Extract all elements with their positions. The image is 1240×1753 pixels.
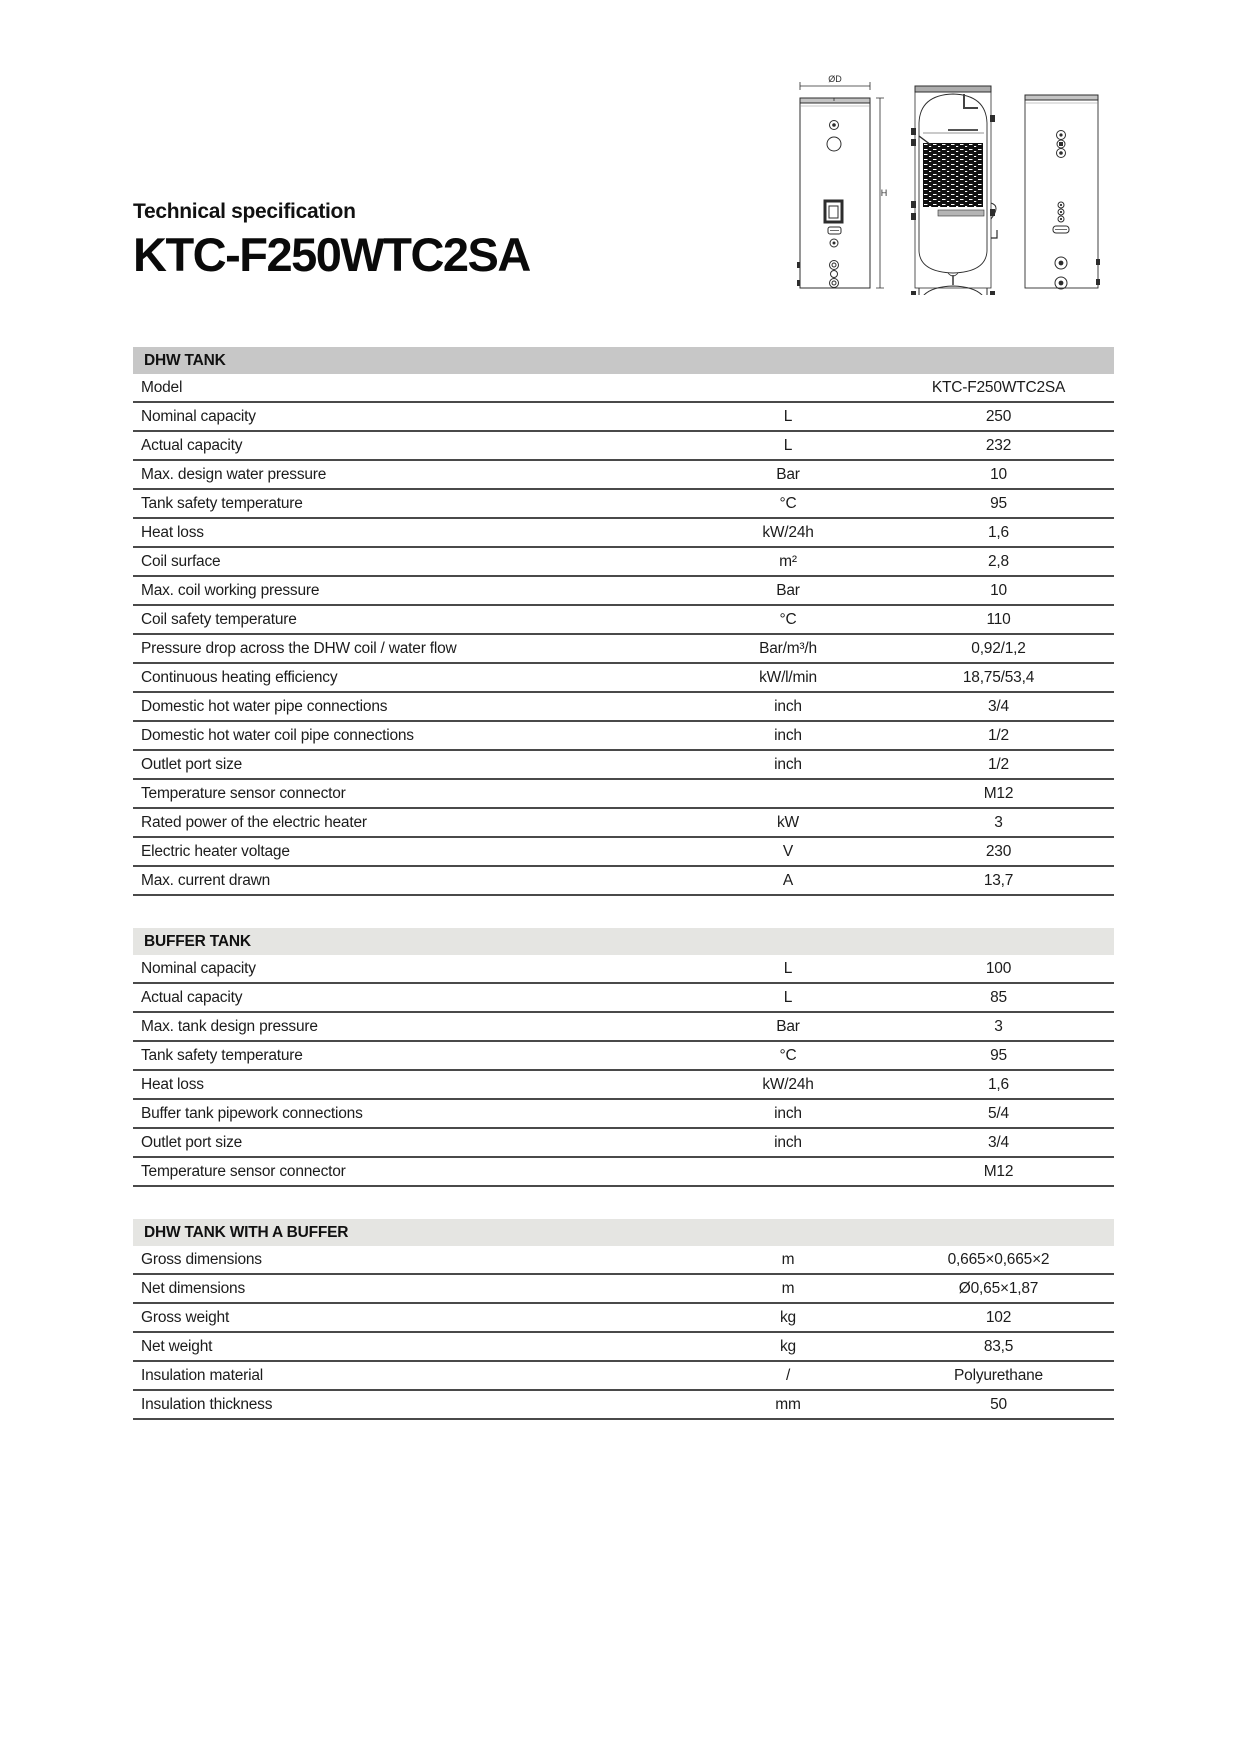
row-parameter-label: Actual capacity (141, 988, 243, 1006)
row-parameter-label: Net dimensions (141, 1279, 246, 1297)
spec-tables (133, 347, 1114, 1452)
row-value: 5/4 (988, 1104, 1009, 1122)
table-row (133, 577, 1114, 606)
row-unit: kg (780, 1337, 796, 1355)
row-unit: inch (774, 726, 802, 744)
row-value: 0,665×0,665×2 (947, 1250, 1050, 1268)
table-row (133, 984, 1114, 1013)
row-parameter-label: Temperature sensor connector (141, 784, 346, 802)
row-unit: kW/24h (762, 1075, 814, 1093)
row-parameter-label: Tank safety temperature (141, 494, 303, 512)
row-value: 0,92/1,2 (971, 639, 1026, 657)
row-unit: L (783, 988, 793, 1006)
table-row (133, 519, 1114, 548)
row-parameter-label: Max. current drawn (141, 871, 271, 889)
table-row (133, 1071, 1114, 1100)
row-value: 102 (985, 1308, 1012, 1326)
row-parameter-label: Rated power of the electric heater (141, 813, 367, 831)
row-value: 2,8 (988, 552, 1009, 570)
tank-front-view-drawing (797, 74, 887, 288)
row-value: 83,5 (983, 1337, 1014, 1355)
row-value: 10 (990, 581, 1007, 599)
dim-diameter-label: ØD (828, 74, 842, 84)
dim-height-label: H (880, 188, 888, 198)
row-unit: °C (779, 1046, 797, 1064)
row-unit: inch (774, 755, 802, 773)
table-row (133, 635, 1114, 664)
row-unit: Bar/m³/h (759, 639, 817, 657)
table-row (133, 1246, 1114, 1275)
section-header: DHW TANK WITH A BUFFER (133, 1219, 1114, 1246)
row-value: 95 (990, 494, 1007, 512)
row-value: 232 (985, 436, 1012, 454)
row-value: 110 (986, 610, 1011, 628)
spec-table-section (133, 1219, 1114, 1420)
row-value: 10 (990, 465, 1007, 483)
tank-section-view-drawing (911, 86, 997, 295)
row-parameter-label: Coil safety temperature (141, 610, 297, 628)
row-unit: Bar (776, 1017, 800, 1035)
table-row (133, 1333, 1114, 1362)
row-unit: °C (779, 494, 797, 512)
table-row (133, 955, 1114, 984)
row-parameter-label: Gross dimensions (141, 1250, 262, 1268)
row-unit: kW (777, 813, 799, 831)
table-row (133, 722, 1114, 751)
row-unit: kW/24h (762, 523, 814, 541)
row-parameter-label: Outlet port size (141, 755, 243, 773)
table-row (133, 548, 1114, 577)
row-value: 50 (990, 1395, 1007, 1413)
table-row (133, 374, 1114, 403)
row-value: KTC-F250WTC2SA (931, 378, 1066, 396)
table-row (133, 1362, 1114, 1391)
row-value: 3 (994, 1017, 1003, 1035)
table-row (133, 490, 1114, 519)
table-row (133, 1391, 1114, 1420)
row-value: 1,6 (988, 523, 1009, 541)
row-parameter-label: Coil surface (141, 552, 221, 570)
row-unit: V (782, 842, 794, 860)
row-parameter-label: Heat loss (141, 523, 204, 541)
row-parameter-label: Actual capacity (141, 436, 243, 454)
row-parameter-label: Electric heater voltage (141, 842, 290, 860)
row-value: M12 (983, 1162, 1014, 1180)
table-row (133, 432, 1114, 461)
row-unit: m (781, 1250, 795, 1268)
page-title: KTC-F250WTC2SA (133, 228, 530, 281)
row-parameter-label: Net weight (141, 1337, 213, 1355)
row-parameter-label: Max. coil working pressure (141, 581, 320, 599)
row-unit: °C (779, 610, 797, 628)
row-unit: inch (774, 1104, 802, 1122)
table-row (133, 461, 1114, 490)
row-parameter-label: Tank safety temperature (141, 1046, 303, 1064)
table-row (133, 1100, 1114, 1129)
table-row (133, 1013, 1114, 1042)
row-parameter-label: Insulation material (141, 1366, 263, 1384)
row-unit: / (785, 1366, 791, 1384)
row-value: 1/2 (988, 755, 1009, 773)
row-unit: mm (775, 1395, 801, 1413)
row-unit: L (783, 959, 793, 977)
row-parameter-label: Outlet port size (141, 1133, 243, 1151)
row-parameter-label: Temperature sensor connector (141, 1162, 346, 1180)
row-parameter-label: Model (141, 378, 183, 396)
row-value: 13,7 (983, 871, 1014, 889)
table-row (133, 809, 1114, 838)
row-value: 3/4 (988, 1133, 1009, 1151)
row-unit: Bar (776, 581, 800, 599)
row-parameter-label: Pressure drop across the DHW coil / water flow (141, 639, 457, 657)
page-subtitle: Technical specification (133, 200, 356, 223)
row-unit: A (782, 871, 794, 889)
tank-rear-view-drawing (1025, 95, 1100, 289)
row-parameter-label: Buffer tank pipework connections (141, 1104, 363, 1122)
spec-table-section (133, 347, 1114, 896)
row-unit: Bar (776, 465, 800, 483)
row-parameter-label: Heat loss (141, 1075, 204, 1093)
tank-technical-drawings (788, 73, 1118, 295)
row-value: Ø0,65×1,87 (958, 1279, 1039, 1297)
row-parameter-label: Domestic hot water coil pipe connections (141, 726, 414, 744)
table-row (133, 838, 1114, 867)
spec-table-section (133, 928, 1114, 1187)
table-row (133, 664, 1114, 693)
row-value: 1,6 (988, 1075, 1009, 1093)
row-unit: m² (779, 552, 797, 570)
row-value: 85 (990, 988, 1007, 1006)
row-unit: kg (780, 1308, 796, 1326)
row-parameter-label: Max. design water pressure (141, 465, 327, 483)
row-value: 95 (990, 1046, 1007, 1064)
row-value: Polyurethane (954, 1366, 1043, 1384)
row-parameter-label: Nominal capacity (141, 407, 256, 425)
row-unit: L (783, 436, 793, 454)
section-header: DHW TANK (133, 347, 1114, 374)
table-row (133, 1042, 1114, 1071)
row-parameter-label: Max. tank design pressure (141, 1017, 318, 1035)
table-row (133, 867, 1114, 896)
table-row (133, 1304, 1114, 1333)
table-row (133, 1129, 1114, 1158)
row-value: 230 (985, 842, 1012, 860)
row-unit: inch (774, 1133, 802, 1151)
row-unit: kW/l/min (759, 668, 817, 686)
row-value: 250 (985, 407, 1012, 425)
row-parameter-label: Insulation thickness (141, 1395, 273, 1413)
row-parameter-label: Continuous heating efficiency (141, 668, 338, 686)
table-row (133, 403, 1114, 432)
table-row (133, 693, 1114, 722)
row-value: M12 (983, 784, 1014, 802)
table-row (133, 606, 1114, 635)
row-value: 100 (985, 959, 1012, 977)
row-parameter-label: Gross weight (141, 1308, 230, 1326)
row-parameter-label: Domestic hot water pipe connections (141, 697, 388, 715)
row-value: 3 (994, 813, 1003, 831)
row-value: 1/2 (988, 726, 1009, 744)
section-header: BUFFER TANK (133, 928, 1114, 955)
row-unit: inch (774, 697, 802, 715)
table-row (133, 1275, 1114, 1304)
row-value: 3/4 (988, 697, 1009, 715)
row-value: 18,75/53,4 (962, 668, 1035, 686)
table-row (133, 751, 1114, 780)
row-unit: L (783, 407, 793, 425)
table-row (133, 780, 1114, 809)
row-parameter-label: Nominal capacity (141, 959, 256, 977)
row-unit: m (781, 1279, 795, 1297)
header-block (133, 200, 693, 282)
table-row (133, 1158, 1114, 1187)
